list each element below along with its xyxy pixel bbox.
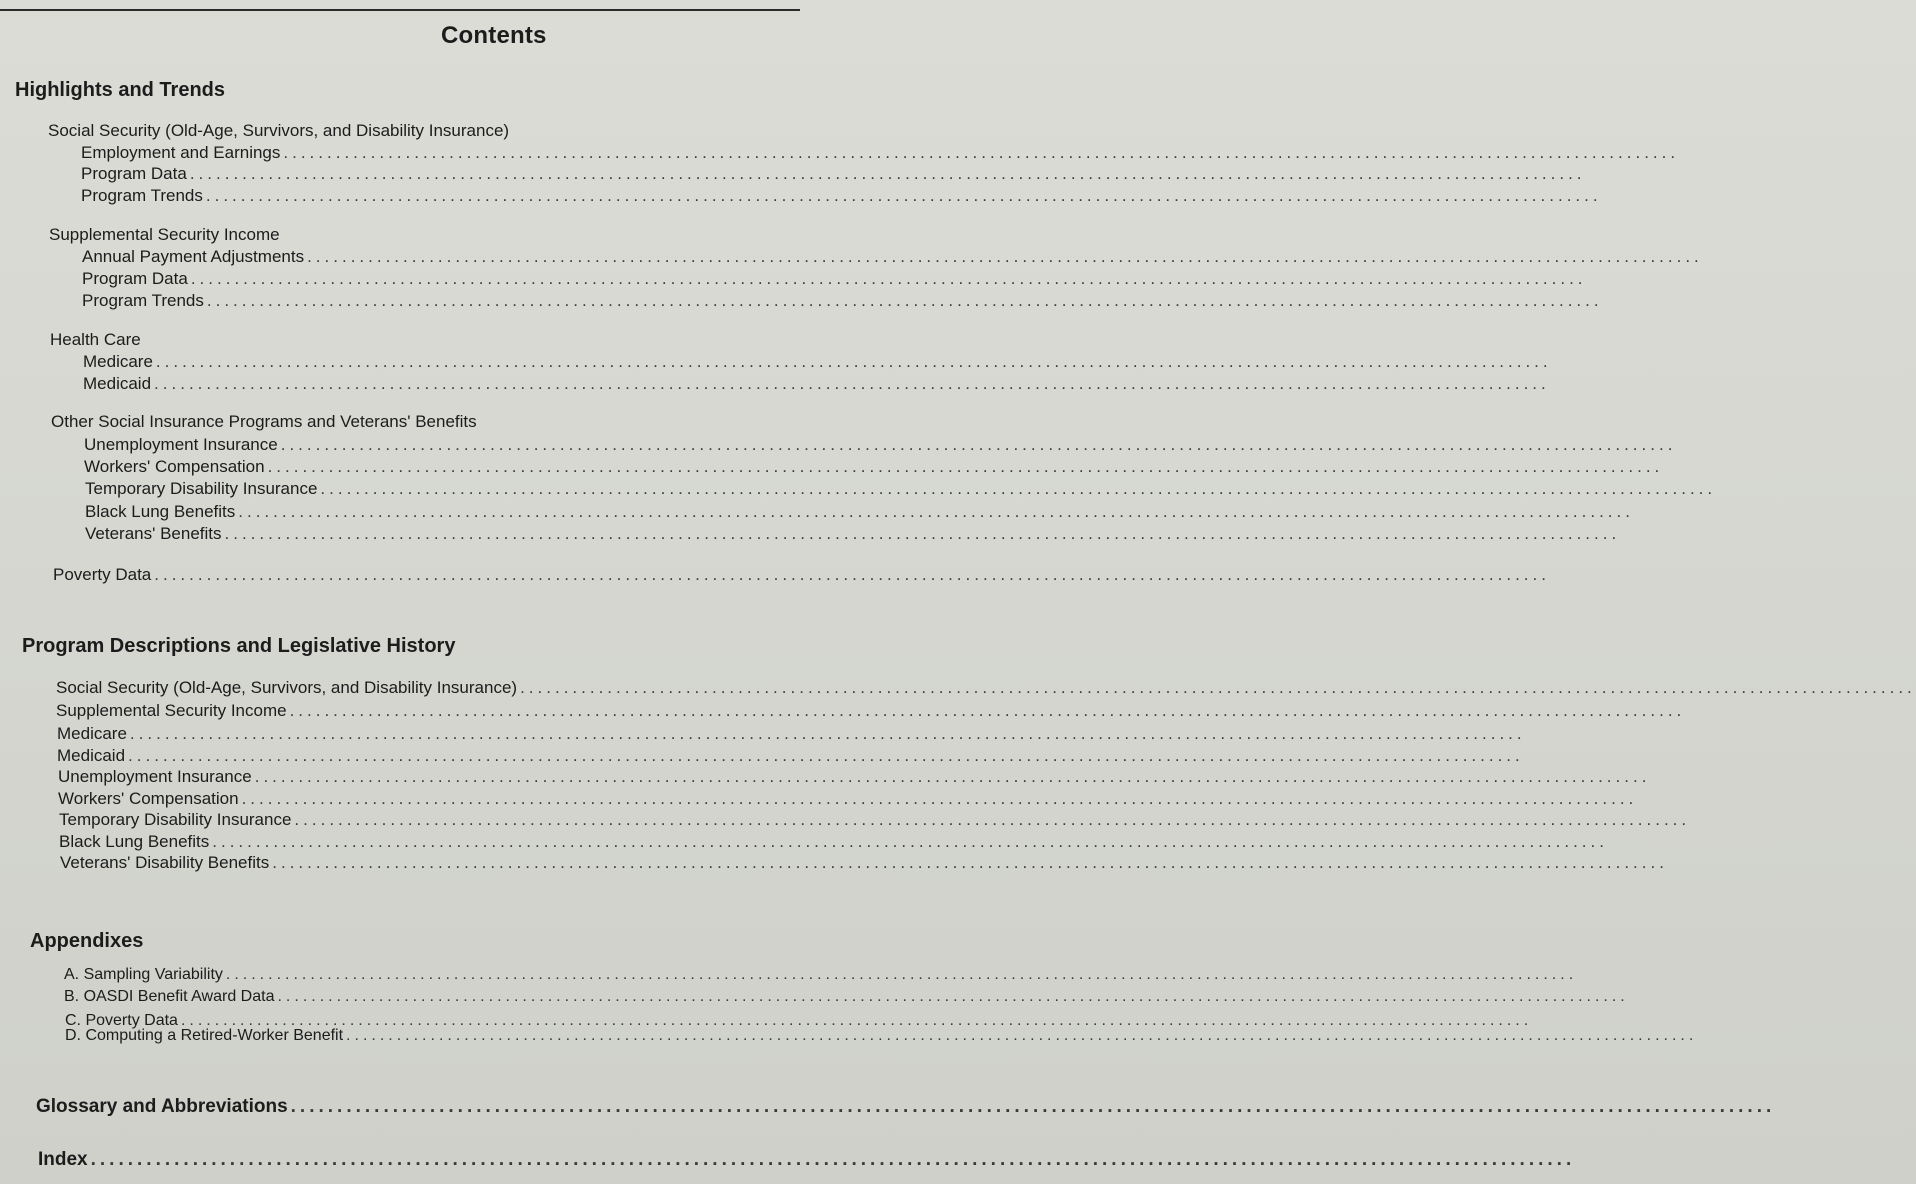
entry-label: Black Lung Benefits [59,832,210,851]
entry-label: Medicaid [57,746,126,765]
entry-label: Medicare [57,724,127,743]
dot-leader: ................................................................................................................................................................ [224,524,1621,543]
top-rule [0,9,800,11]
toc-entry-desc-unemployment[interactable] [58,767,1651,787]
dot-leader: ................................................................................................................................................................ [129,724,1526,743]
dot-leader: ................................................................................................................................................................ [154,565,1550,584]
section-heading-program-descriptions: Program Descriptions and Legislative History [22,635,456,657]
toc-entry-desc-medicare[interactable] [57,724,1526,744]
entry-label: Program Trends [81,186,203,205]
entry-label: Veterans' Benefits [85,524,222,543]
toc-entry-annual-payment-adjustments[interactable] [82,247,1703,267]
entry-label: Workers' Compensation [84,457,265,476]
entry-label: Temporary Disability Insurance [85,479,318,498]
dot-leader: ................................................................................................................................................................ [128,746,1524,765]
entry-label: Unemployment Insurance [58,767,252,786]
entry-label: C. Poverty Data [65,1012,178,1029]
toc-entry-glossary[interactable] [36,1096,1776,1118]
dot-leader: ................................................................................................................................................................ [90,1149,1576,1170]
toc-entry-temporary-disability[interactable] [85,479,1717,499]
toc-entry-desc-veterans-disability[interactable] [60,853,1668,873]
toc-entry-desc-temporary-disability[interactable] [59,810,1691,830]
toc-entry-medicare[interactable] [83,352,1552,372]
toc-entry-unemployment-insurance[interactable] [84,435,1677,455]
dot-leader: ................................................................................................................................................................ [346,1027,1698,1044]
entry-label: Program Trends [82,291,204,310]
toc-entry-oasdi-program-trends[interactable] [81,186,1602,206]
dot-leader: ................................................................................................................................................................ [155,352,1552,371]
dot-leader: ................................................................................................................................................................ [238,502,1634,521]
toc-entry-desc-medicaid[interactable] [57,746,1524,766]
entry-label: Supplemental Security Income [56,701,287,720]
entry-label: Program Data [82,269,188,288]
page-title: Contents [441,22,547,49]
entry-label: D. Computing a Retired-Worker Benefit [65,1027,344,1044]
toc-entry-veterans-benefits[interactable] [85,524,1621,544]
entry-label: Program Data [81,164,187,183]
entry-label: B. OASDI Benefit Award Data [64,988,275,1005]
dot-leader: ................................................................................................................................................................ [289,701,1686,720]
entry-label: Temporary Disability Insurance [59,810,292,829]
entry-label: Glossary and Abbreviations [36,1096,288,1117]
dot-leader: ................................................................................................................................................................ [277,988,1629,1005]
dot-leader: ................................................................................................................................................................ [267,457,1664,476]
entry-label: Black Lung Benefits [85,502,236,521]
dot-leader: ................................................................................................................................................................ [190,269,1587,288]
dot-leader: ................................................................................................................................................................ [280,435,1677,454]
dot-leader: ................................................................................................................................................................ [307,247,1703,266]
entry-label: Medicaid [83,374,152,393]
entry-label: A. Sampling Variability [64,966,223,983]
toc-entry-poverty-data[interactable] [53,565,1550,585]
dot-leader: ................................................................................................................................................................ [180,1012,1533,1029]
dot-leader: ................................................................................................................................................................ [205,186,1602,205]
toc-entry-desc-social-security[interactable] [56,678,1916,698]
toc-entry-appendix-a[interactable] [64,966,1578,984]
dot-leader: ................................................................................................................................................................ [283,143,1680,162]
entry-label: Workers' Compensation [58,789,239,808]
entry-label: Unemployment Insurance [84,435,278,454]
toc-entry-black-lung[interactable] [85,502,1634,522]
toc-entry-desc-ssi[interactable] [56,701,1686,721]
entry-label: Veterans' Disability Benefits [60,853,270,872]
entry-label: Annual Payment Adjustments [82,247,305,266]
toc-entry-ssi-program-data[interactable] [82,269,1587,289]
dot-leader: ................................................................................................................................................................ [320,479,1717,498]
entry-label: Social Security (Old-Age, Survivors, and Disability Insurance) [56,678,518,697]
toc-entry-desc-workers-comp[interactable] [58,789,1638,809]
group-heading-other-programs: Other Social Insurance Programs and Veterans' Benefits [51,412,477,431]
entry-label: Poverty Data [53,565,152,584]
toc-entry-desc-black-lung[interactable] [59,832,1608,852]
dot-leader: ................................................................................................................................................................ [154,374,1550,393]
dot-leader: ................................................................................................................................................................ [290,1096,1776,1117]
dot-leader: ................................................................................................................................................................ [189,164,1586,183]
toc-entry-appendix-b[interactable] [64,988,1629,1006]
toc-entry-index[interactable] [38,1149,1576,1171]
entry-label: Medicare [83,352,153,371]
toc-entry-workers-compensation[interactable] [84,457,1664,477]
toc-entry-ssi-program-trends[interactable] [82,291,1603,311]
section-heading-highlights: Highlights and Trends [15,79,226,101]
dot-leader: ................................................................................................................................................................ [254,767,1651,786]
toc-entry-employment-earnings[interactable] [81,143,1680,163]
section-heading-appendixes: Appendixes [30,930,144,952]
dot-leader: ................................................................................................................................................................ [225,966,1578,983]
toc-entry-medicaid[interactable] [83,374,1550,394]
toc-entry-oasdi-program-data[interactable] [81,164,1586,184]
dot-leader: ................................................................................................................................................................ [212,832,1608,851]
group-heading-ssi: Supplemental Security Income [49,225,280,244]
entry-label: Employment and Earnings [81,143,281,162]
dot-leader: ................................................................................................................................................................ [520,678,1916,697]
dot-leader: ................................................................................................................................................................ [272,853,1668,872]
dot-leader: ................................................................................................................................................................ [241,789,1638,808]
dot-leader: ................................................................................................................................................................ [206,291,1603,310]
group-heading-social-security: Social Security (Old-Age, Survivors, and Disability Insurance) [48,121,510,140]
entry-label: Index [38,1149,88,1170]
toc-entry-appendix-d[interactable] [65,1027,1698,1045]
dot-leader: ................................................................................................................................................................ [294,810,1691,829]
group-heading-health-care: Health Care [50,330,141,349]
